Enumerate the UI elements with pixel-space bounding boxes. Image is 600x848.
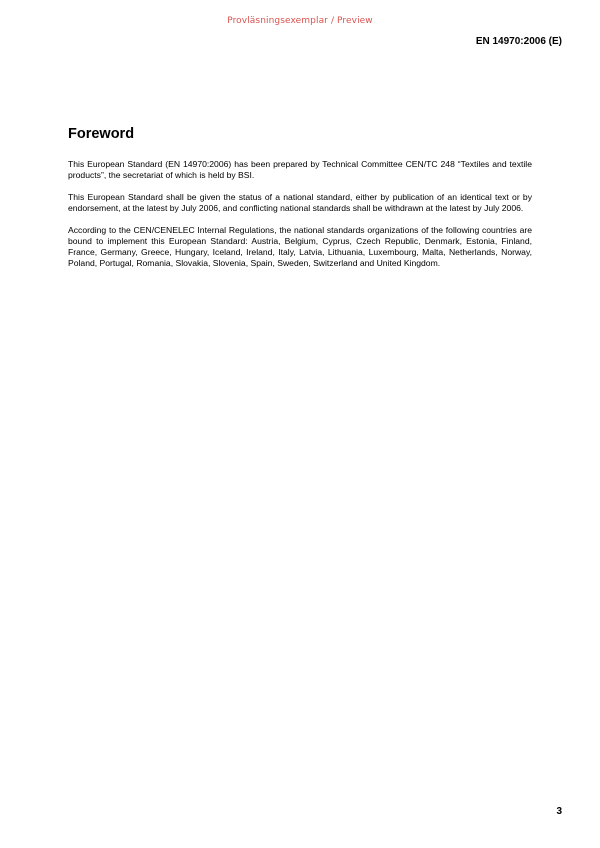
document-identifier: EN 14970:2006 (E) (475, 36, 562, 47)
paragraph-committee: This European Standard (EN 14970:2006) has been prepared by Technical Committee CEN/TC 248 “Textiles and textile products”, the secretariat of which is held by BSI. (68, 159, 532, 180)
paragraph-countries: According to the CEN/CENELEC Internal Regulations, the national standards organizations of the following countries are bound to implement this European Standard: Austria, Belgium, Cyprus, Czech Republic, Denmark, Estonia, Finland, France, Germany, Greece, Hungary, Iceland, Ireland, Italy, Latvia, Lithuania, Luxembourg, Malta, Netherlands, Norway, Poland, Portugal, Romania, Slovakia, Slovenia, Spain, Sweden, Switzerland and United Kingdom. (68, 225, 532, 268)
page-number: 3 (556, 806, 562, 817)
section-heading: Foreword (68, 126, 135, 142)
preview-watermark-banner: Provläsningsexemplar / Preview (227, 16, 373, 26)
paragraph-status: This European Standard shall be given the status of a national standard, either by publication of an identical text or by endorsement, at the latest by July 2006, and conflicting national standards shall be withdrawn at the latest by July 2006. (68, 192, 532, 213)
foreword-body (68, 159, 532, 280)
